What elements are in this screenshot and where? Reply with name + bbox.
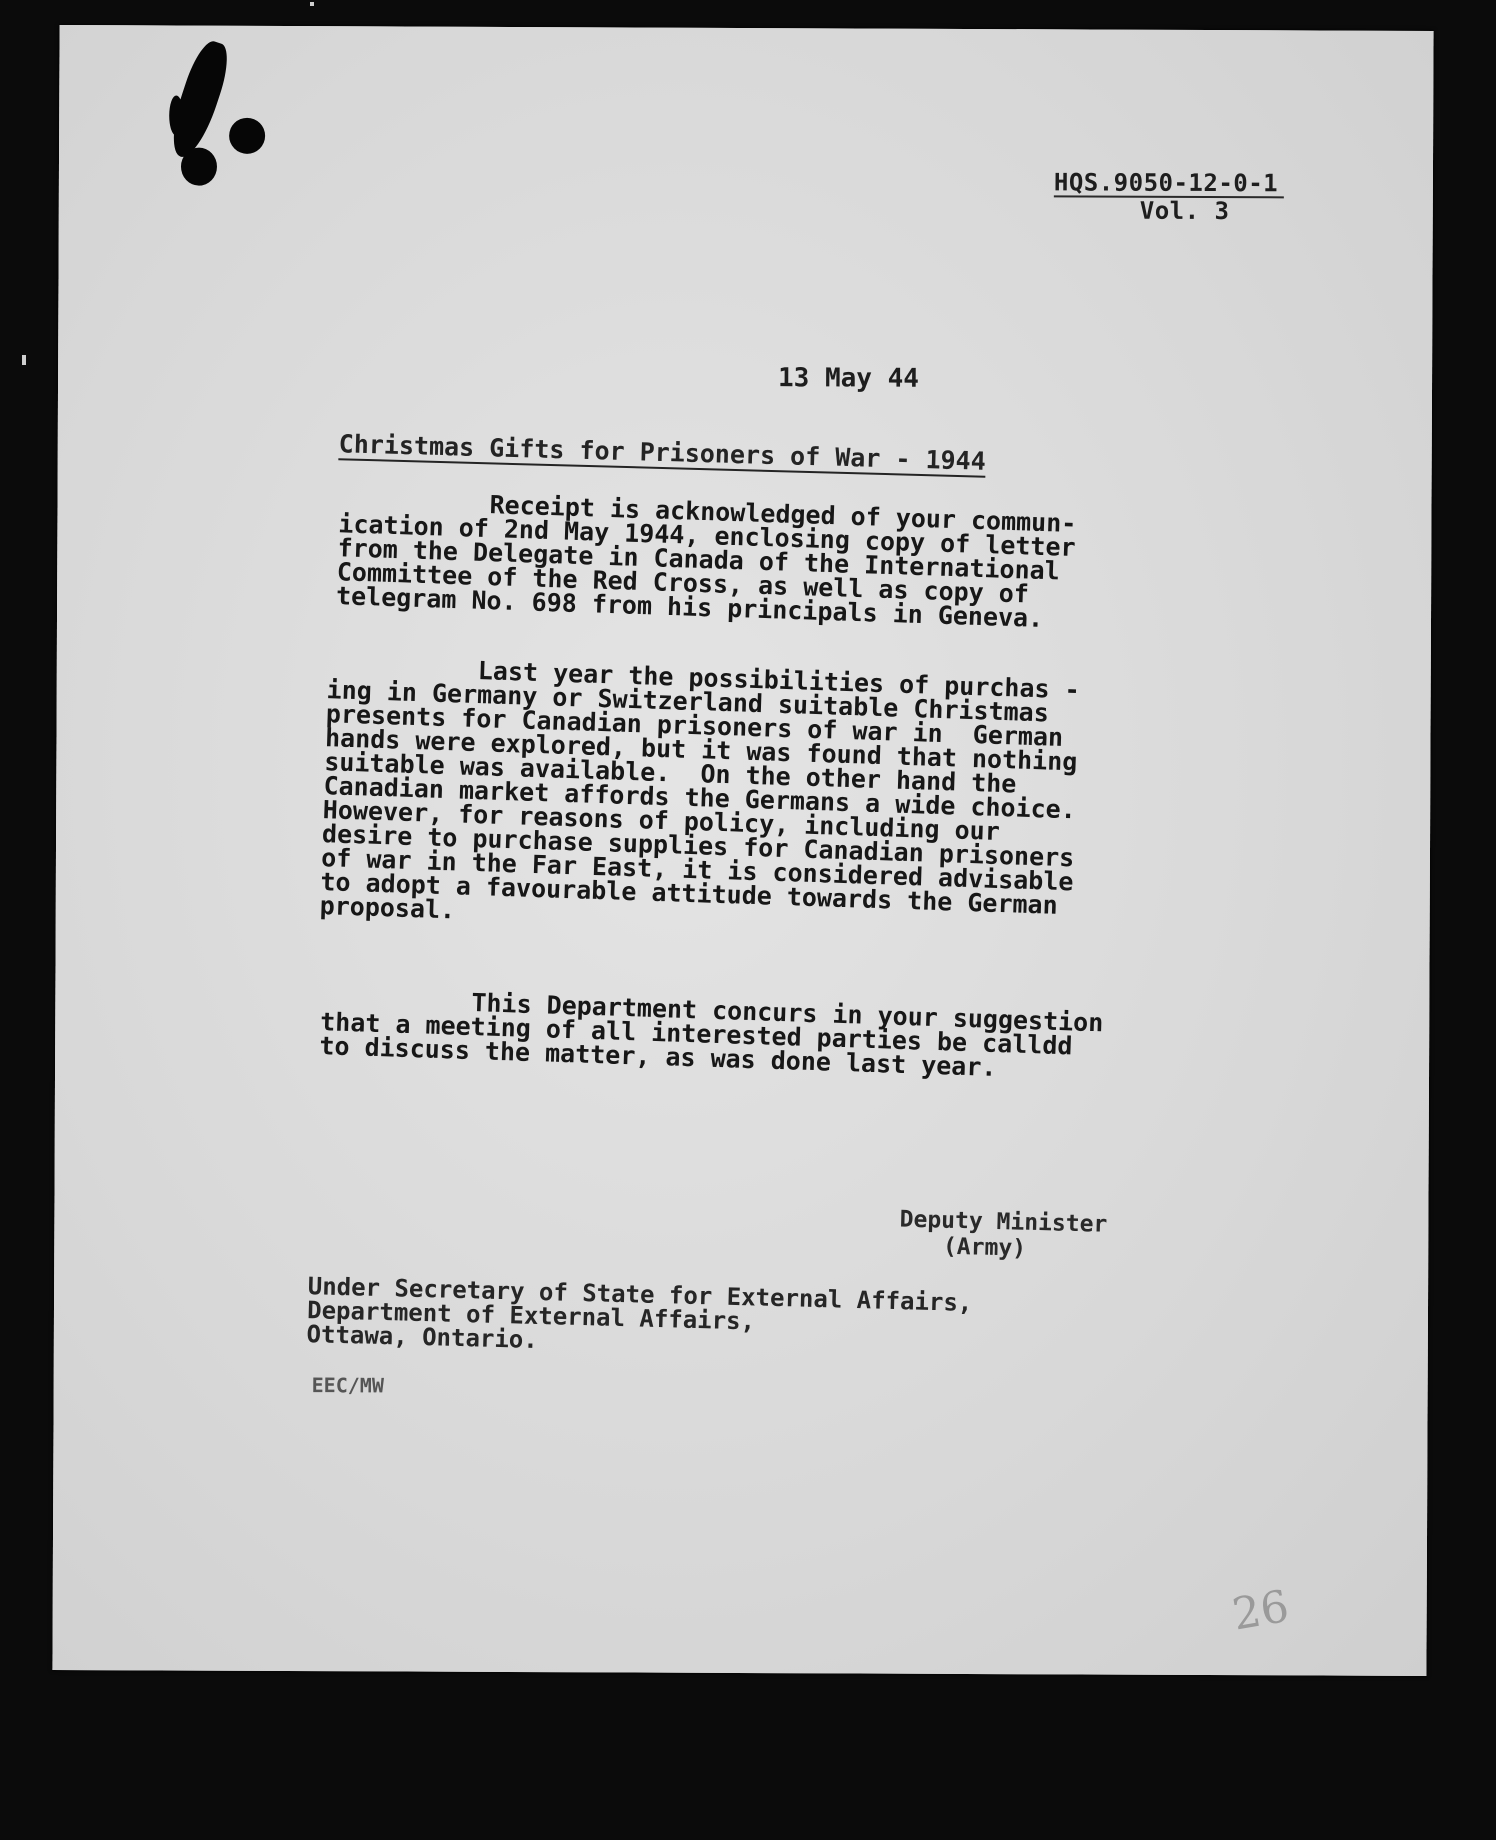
- dust-speck: [310, 2, 314, 6]
- signature-title: Deputy Minister: [899, 1206, 1108, 1238]
- signature-branch: (Army): [942, 1233, 1027, 1262]
- addressee-block: Under Secretary of State for External Affairs, Department of External Affairs, Ottawa, Ontario.: [306, 1272, 973, 1354]
- file-number: HQS.9050-12-0-1: [1054, 169, 1284, 198]
- paragraph-2: Last year the possibilities of purchas - ing in Germany or Switzerland suitable Christmas presents for Canadian prisoners of war in German hands were explored, but it was found that nothing suitable was available. On the other hand the Canadian market affords the Germans a wide choice. However, for reasons of policy, including our desire to purchase supplies for Canadian prisoners of war in the Far East, it is considered advisable to adopt a favourable attitude towards the German proposal.: [319, 651, 1081, 925]
- paragraph-1: Receipt is acknowledged of your commun- ication of 2nd May 1944, enclosing copy of letter from the Delegate in Canada of the International Committee of the Red Cross, as well as copy of telegram No. 698 from his principals in Geneva.: [335, 485, 1077, 634]
- ink-blot: [181, 148, 217, 186]
- ink-blot: [229, 118, 265, 154]
- handwritten-page-number: 26: [1228, 1580, 1293, 1641]
- dust-speck: [22, 355, 26, 365]
- reference-initials: EEC/MW: [311, 1373, 384, 1398]
- letter-date: 13 May 44: [777, 363, 920, 394]
- signature-block: [899, 1207, 1108, 1264]
- document-page: [52, 25, 1433, 1676]
- subject-line: Christmas Gifts for Prisoners of War - 1944: [338, 429, 987, 476]
- file-volume: Vol. 3: [1139, 196, 1230, 226]
- file-reference: [1054, 169, 1284, 224]
- paragraph-3: This Department concurs in your suggestion that a meeting of all interested parties be calldd to discuss the matter, as was done last year.: [319, 983, 1104, 1082]
